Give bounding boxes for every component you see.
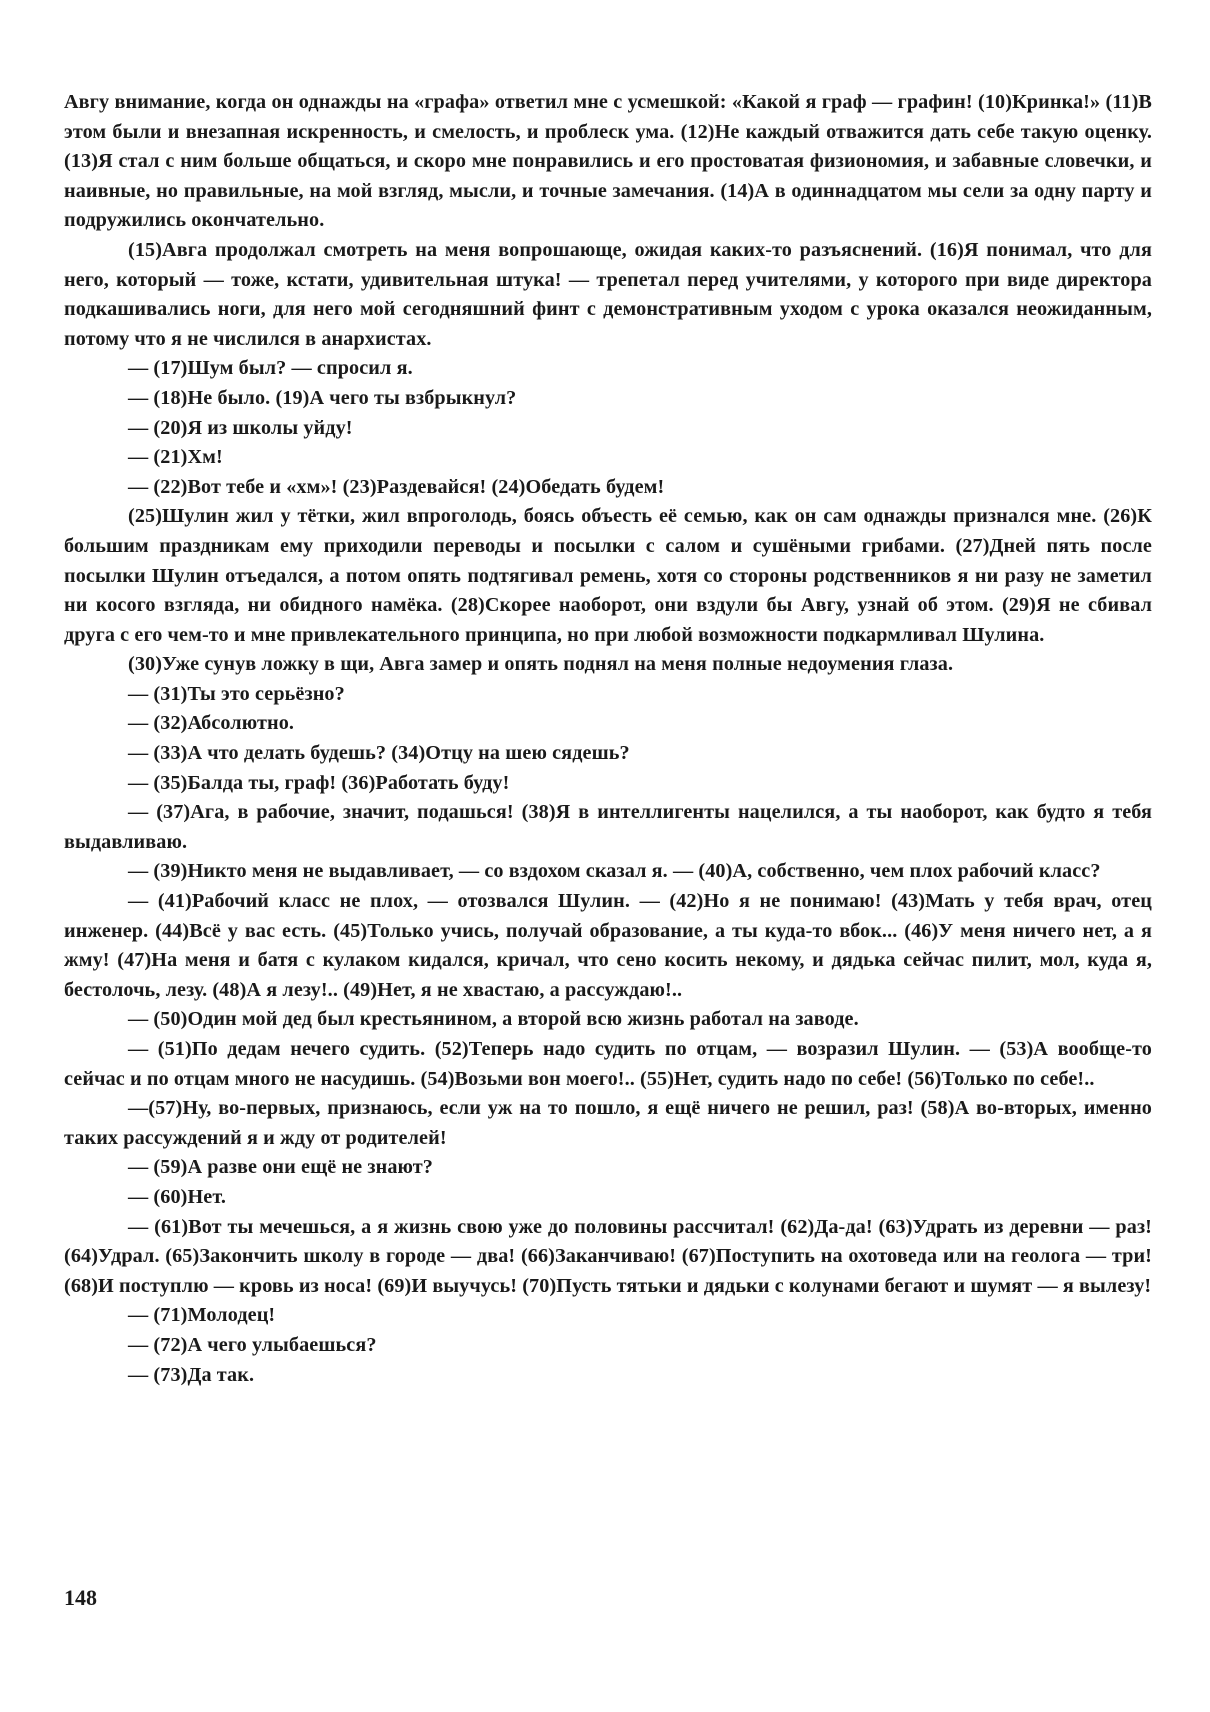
dialogue-line: — (73)Да так. xyxy=(128,1363,255,1386)
dialogue-line: — (22)Вот тебе и «хм»! (23)Раздевайся! (24)Обедать будем! xyxy=(128,475,665,498)
dialogue-line: — (17)Шум был? — спросил я. xyxy=(128,357,413,380)
dialogue-line: — (39)Никто меня не выдавливает, — со вздохом сказал я. — (40)А, собственно, чем плох рабочий класс? xyxy=(128,860,1101,883)
dialogue-line: — (32)Абсолютно. xyxy=(128,712,295,735)
dialogue-line: — (37)Ага, в рабочие, значит, подашься! (38)Я в интеллигенты нацелился, а ты наоборот, как будто я тебя выдавливаю. xyxy=(64,801,1152,853)
paragraph: (30)Уже сунув ложку в щи, Авга замер и опять поднял на меня полные недоумения глаза. xyxy=(128,653,954,676)
paragraph: Авгу внимание, когда он однажды на «графа» ответил мне с усмешкой: «Какой я граф — графин! (10)Кринка!» (11)В этом были и внезапная искренность, и смелость, и проблеск ума. (12)Не каждый отважится дать себе такую оценку. (13)Я стал с ним больше общаться, и скоро мне понравились и его простоватая физиономия, и забавные словечки, и наивные, но правильные, на мой взгляд, мысли, и точные замечания. (14)А в одиннадцатом мы сели за одну парту и подружились окончательно. xyxy=(64,91,1152,232)
dialogue-line: — (35)Балда ты, граф! (36)Работать буду! xyxy=(128,771,510,794)
dialogue-line: —(57)Ну, во-первых, признаюсь, если уж на то пошло, я ещё ничего не решил, раз! (58)А во-вторых, именно таких рассуждений я и жду от родителей! xyxy=(64,1097,1152,1149)
dialogue-line: — (20)Я из школы уйду! xyxy=(128,416,353,439)
dialogue-line: — (18)Не было. (19)А чего ты взбрыкнул? xyxy=(128,386,517,409)
dialogue-line: — (31)Ты это серьёзно? xyxy=(128,682,345,705)
page-text xyxy=(64,88,1152,1390)
dialogue-line: — (72)А чего улыбаешься? xyxy=(128,1333,377,1356)
dialogue-line: — (41)Рабочий класс не плох, — отозвался Шулин. — (42)Но я не понимаю! (43)Мать у тебя врач, отец инженер. (44)Всё у вас есть. (45)Только учись, получай образование, а ты куда-то вбок... (46)У меня ничего нет, а я жму! (47)На меня и батя с кулаком кидался, кричал, что сено косить некому, и дядька сейчас пилит, мол, куда я, бестолочь, лезу. (48)А я лезу!.. (49)Нет, я не хвастаю, а рассуждаю!.. xyxy=(64,890,1152,1001)
paragraph: (25)Шулин жил у тётки, жил впроголодь, боясь объесть её семью, как он сам однажды признался мне. (26)К большим праздникам ему приходили переводы и посылки с салом и сушёными грибами. (27)Дней пять после посылки Шулин отъедался, а потом опять подтягивал ремень, хотя со стороны родственников я ни разу не заметил ни косого взгляда, ни обидного намёка. (28)Скорее наоборот, они вздули бы Авгу, узнай об этом. (29)Я не сбивал друга с его чем-то и мне привлекательного принципа, но при любой возможности подкармливал Шулина. xyxy=(64,505,1152,646)
dialogue-line: — (50)Один мой дед был крестьянином, а второй всю жизнь работал на заводе. xyxy=(128,1008,859,1031)
dialogue-line: — (59)А разве они ещё не знают? xyxy=(128,1156,433,1179)
dialogue-line: — (71)Молодец! xyxy=(128,1304,276,1327)
dialogue-line: — (21)Хм! xyxy=(128,446,223,469)
paragraph: (15)Авга продолжал смотреть на меня вопрошающе, ожидая каких-то разъяснений. (16)Я понимал, что для него, который — тоже, кстати, удивительная штука! — трепетал перед учителями, у которого при виде директора подкашивались ноги, для него мой сегодняшний финт с демонстративным уходом с урока оказался неожиданным, потому что я не числился в анархистах. xyxy=(64,238,1152,350)
dialogue-line: — (33)А что делать будешь? (34)Отцу на шею сядешь? xyxy=(128,742,630,765)
dialogue-line: — (51)По дедам нечего судить. (52)Теперь надо судить по отцам, — возразил Шулин. — (53)А вообще-то сейчас и по отцам много не насудишь. (54)Возьми вон моего!.. (55)Нет, судить надо по себе! (56)Только по себе!.. xyxy=(64,1038,1152,1090)
dialogue-line: — (61)Вот ты мечешься, а я жизнь свою уже до половины рассчитал! (62)Да-да! (63)Удрать из деревни — раз! (64)Удрал. (65)Закончить школу в городе — два! (66)Заканчиваю! (67)Поступить на охотоведа или на геолога — три! (68)И поступлю — кровь из носа! (69)И выучусь! (70)Пусть тятьки и дядьки с колунами бегают и шумят — я вылезу! xyxy=(64,1215,1152,1297)
page-number: 148 xyxy=(64,1585,97,1610)
dialogue-line: — (60)Нет. xyxy=(128,1185,226,1208)
